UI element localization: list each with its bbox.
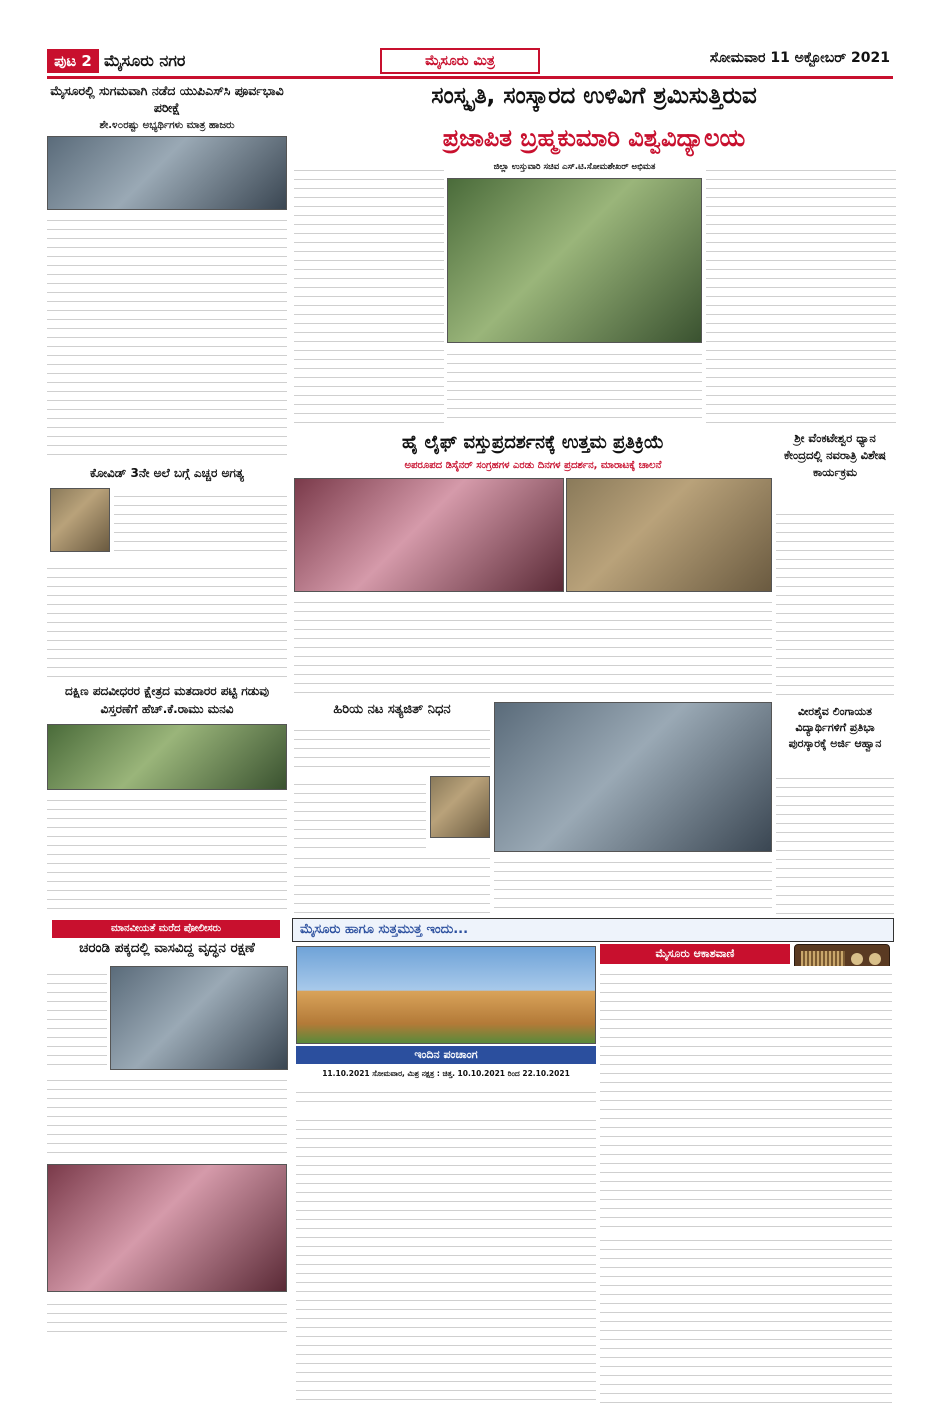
lead-body-col3: [706, 162, 896, 426]
school-event-caption: [47, 1296, 287, 1340]
expo-subhead: ಅಪರೂಪದ ಡಿಸೈನರ್ ಸಂಗ್ರಹಗಳ ಎರಡು ದಿನಗಳ ಪ್ರದರ್ಶನ, ಮಾರಾಟಕ್ಕೆ ಚಾಲನೆ: [404, 460, 662, 471]
doctor-portrait-photo: [50, 488, 110, 552]
school-event-photo: [47, 1164, 287, 1292]
story-covid-body: [47, 560, 287, 678]
story-police-tag: ಮಾನವೀಯತೆ ಮರೆದ ಪೋಲೀಸರು: [52, 920, 280, 938]
scholarship-headline: ವೀರಶೈವ ಲಿಂಗಾಯತ ವಿದ್ಯಾರ್ಥಿಗಳಿಗೆ ಪ್ರತಿಭಾ ಪುರಸ್ಕಾರಕ್ಕೆ ಅರ್ಜಿ ಆಹ್ವಾನ: [788, 705, 882, 750]
page-number: ಪುಟ 2: [47, 49, 99, 73]
police-rescue-photo: [110, 966, 288, 1070]
story-covid-headline: ಕೋವಿಡ್ 3ನೇ ಅಲೆ ಬಗ್ಗೆ ಎಚ್ಚರ ಅಗತ್ಯ: [90, 466, 244, 480]
story-police-body-left: [47, 966, 107, 1066]
story-upsc-headline: ಮೈಸೂರಲ್ಲಿ ಸುಗಮವಾಗಿ ನಡೆದ ಯುಪಿಎಸ್‌ಸಿ ಪೂರ್ವಭಾವಿ ಪರೀಕ್ಷೆ: [50, 83, 284, 115]
mysore-palace-photo: [296, 946, 596, 1044]
obit-body-mid: [294, 776, 426, 848]
expo-body: [294, 594, 772, 698]
story-upsc-subhead: ಶೇ.೪೦ರಷ್ಟು ಅಭ್ಯರ್ಥಿಗಳು ಮಾತ್ರ ಹಾಜರು: [99, 120, 235, 131]
story-upsc-body: [47, 212, 287, 462]
expo-stall-photo: [566, 478, 772, 592]
expo-inauguration-photo: [294, 478, 564, 592]
voter-meeting-photo: [47, 724, 287, 790]
obit-body: [294, 850, 490, 916]
navaratri-body: [776, 506, 894, 702]
navaratri-headline: ಶ್ರೀ ವೆಂಕಟೇಶ್ವರ ಧ್ಯಾನ ಕೇಂದ್ರದಲ್ಲಿ ನವರಾತ್ರಿ ವಿಶೇಷ ಕಾರ್ಯಕ್ರಮ: [784, 431, 886, 479]
events-listing-right: [600, 1232, 892, 1404]
story-voter-body: [47, 792, 287, 916]
actor-satyajit-photo: [430, 776, 490, 838]
panchanga-title: ಇಂದಿನ ಪಂಚಾಂಗ: [296, 1046, 596, 1064]
scholarship-body: [776, 770, 894, 914]
lead-body-col2: [447, 346, 702, 426]
masthead-logo: ಮೈಸೂರು ಮಿತ್ರ: [380, 48, 540, 74]
issue-date: ಸೋಮವಾರ 11 ಅಕ್ಟೋಬರ್ 2021: [709, 50, 890, 66]
events-listing: [296, 1112, 596, 1404]
story-covid-body-top: [114, 488, 287, 556]
radio-title: ಮೈಸೂರು ಆಕಾಶವಾಣಿ: [600, 944, 790, 964]
radio-schedule: [600, 966, 892, 1230]
panchanga-body: [296, 1084, 596, 1108]
exam-hall-photo: [47, 136, 287, 210]
lead-headline-line2: ಪ್ರಜಾಪಿತ ಬ್ರಹ್ಮಕುಮಾರಿ ವಿಶ್ವವಿದ್ಯಾಲಯ: [442, 124, 746, 152]
panchanga-line: 11.10.2021 ಸೋಮವಾರ, ಮಿಶ್ರ ನಕ್ಷತ್ರ : ಚಿತ್ತ. 10.10.2021 ರಿಂದ 22.10.2021: [322, 1069, 570, 1078]
expo-headline: ಹೈ ಲೈಫ್ ವಸ್ತುಪ್ರದರ್ಶನಕ್ಕೆ ಉತ್ತಮ ಪ್ರತಿಕ್ರಿಯೆ: [401, 432, 665, 453]
mysuru-today-title: ಮೈಸೂರು ಹಾಗೂ ಸುತ್ತಮುತ್ತ ಇಂದು...: [300, 922, 469, 937]
lead-body-col1: [294, 162, 444, 426]
brahmakumari-event-photo: [447, 178, 702, 343]
obit-body-top: [294, 722, 490, 774]
story-police-headline: ಚರಂಡಿ ಪಕ್ಕದಲ್ಲಿ ವಾಸವಿದ್ದ ವೃದ್ಧನ ರಕ್ಷಣೆ: [79, 940, 255, 956]
group-felicitation-photo: [494, 702, 772, 852]
lead-photo-caption: ಜಿಲ್ಲಾ ಉಸ್ತುವಾರಿ ಸಚಿವ ಎಸ್.ಟಿ.ಸೋಮಶೇಖರ್ ಅಭಿಮತ: [493, 162, 656, 172]
section-title: ಮೈಸೂರು ನಗರ: [104, 51, 186, 70]
group-felicitation-caption: [494, 854, 772, 916]
obit-headline: ಹಿರಿಯ ನಟ ಸತ್ಯಜಿತ್ ನಿಧನ: [333, 702, 451, 717]
story-police-body: [47, 1072, 287, 1160]
story-voter-headline: ದಕ್ಷಿಣ ಪದವೀಧರರ ಕ್ಷೇತ್ರದ ಮತದಾರರ ಪಟ್ಟಿ ಗಡುವು ವಿಸ್ತರಣೆಗೆ ಹೆಚ್.ಕೆ.ರಾಮು ಮನವಿ: [64, 684, 270, 716]
lead-headline-line1: ಸಂಸ್ಕೃತಿ, ಸಂಸ್ಕಾರದ ಉಳಿವಿಗೆ ಶ್ರಮಿಸುತ್ತಿರುವ: [431, 83, 757, 109]
